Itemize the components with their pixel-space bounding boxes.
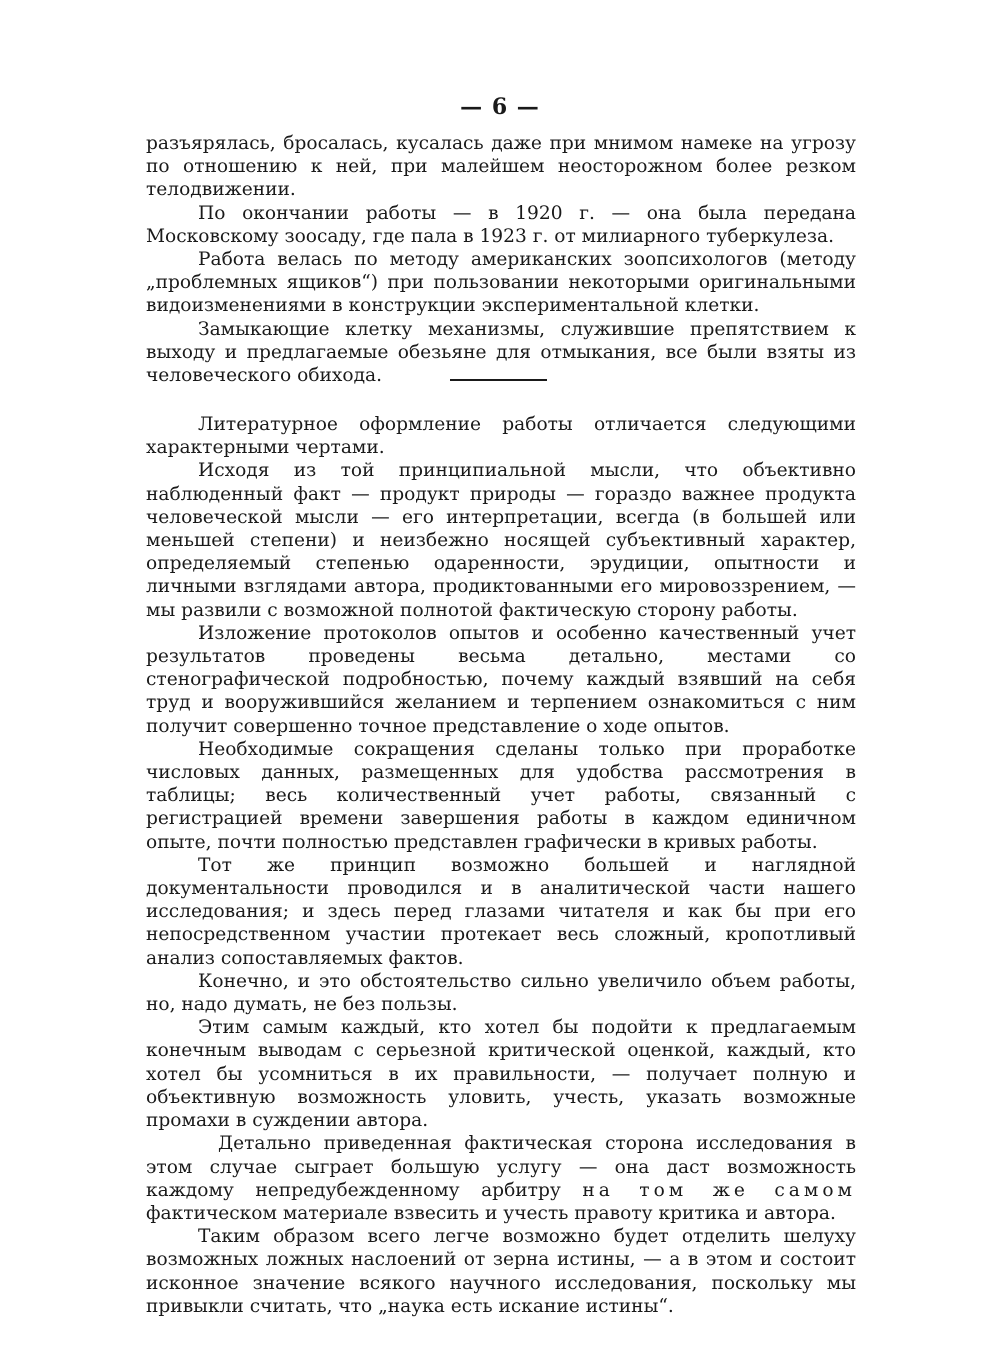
- section-divider: [450, 379, 547, 381]
- paragraph-arbiter: [146, 1132, 856, 1225]
- paragraph: разъярялась, бросалась, кусалась даже при мнимом намеке на угрозу по отношению к ней, при малейшем неосторожном более резком телодвижении.: [146, 133, 856, 201]
- text-section-bottom: [146, 413, 856, 1318]
- paragraph: По окончании работы — в 1920 г. — она была передана Московскому зоосаду, где пала в 1923 г. от милиарного туберкулеза.: [146, 202, 856, 247]
- text-section-top: [146, 132, 856, 387]
- paragraph: Замыкающие клетку механизмы, служившие препятствием к выходу и предлагаемые обезьяне для отмыкания, все были взяты из человеческого обихода.: [146, 318, 856, 387]
- paragraph: Конечно, и это обстоятельство сильно увеличило объем работы, но, надо думать, не без пользы.: [146, 970, 856, 1016]
- paragraph: Работа велась по методу американских зоопсихологов (методу „проблемных ящиков“) при пользовании некоторыми оригинальными видоизменениями в конструкции экспериментальной клетки.: [146, 249, 856, 317]
- paragraph: Исходя из той принципиальной мысли, что объективно наблюденный факт — продукт природы — гораздо важнее продукта человеческой мысли — его интерпретации, всегда (в большей или меньшей степени) и неизбежно носящей субъективный характер, определяемый степенью одаренности, эрудиции, опытности и личными взглядами автора, продиктованными его мировоззрением, — мы развили с возможной полнотой фактическую сторону работы.: [146, 460, 856, 621]
- page-number: — 6 —: [460, 94, 540, 120]
- paragraph: Тот же принцип возможно большей и наглядной документальности проводился и в аналитической части нашего исследования; и здесь перед глазами читателя и как бы при его непосредственном участии протекает весь сложный, кропотливый анализ сопоставляемых фактов.: [146, 854, 856, 969]
- paragraph: Изложение протоколов опытов и особенно качественный учет результатов проведены весьма детально, местами со стенографической подробностью, почему каждый взявший на себя труд и вооружившийся желанием и терпением ознакомиться с ним получит совершенно точное представление о ходе опытов.: [146, 622, 856, 737]
- paragraph: Этим самым каждый, кто хотел бы подойти к предлагаемым конечным выводам с серьезной критической оценкой, каждый, кто хотел бы усомниться в их правильности, — получает полную и объективную возможность уловить, учесть, указать возможные промахи в суждении автора.: [146, 1017, 856, 1132]
- paragraph-text: Детально приведенная фактическая сторона исследования в этом случае сыграет большую услугу — она даст возможность каждому непредубежденному арбитру: [146, 1133, 856, 1201]
- paragraph-final: Таким образом всего легче возможно будет отделить шелуху возможных ложных наслоений от зерна истины, — а в этом и состоит исконное значение всякого научного исследования, поскольку мы привыкли считать, что „наука есть искание истины“.: [146, 1226, 856, 1317]
- paragraph: Литературное оформление работы отличается следующими характерными чертами.: [146, 414, 856, 459]
- paragraph: Необходимые сокращения сделаны только при проработке числовых данных, размещенных для удобства рассмотрения в таблицы; весь количественный учет работы, связанный с регистрацией времени завершения работы в каждом единичном опыте, почти полностью представлен графически в кривых работы.: [146, 738, 856, 853]
- paragraph-text: фактическом материале взвесить и учесть правоту критика и автора.: [146, 1202, 836, 1224]
- emphasized-text: на том же самом: [582, 1179, 856, 1201]
